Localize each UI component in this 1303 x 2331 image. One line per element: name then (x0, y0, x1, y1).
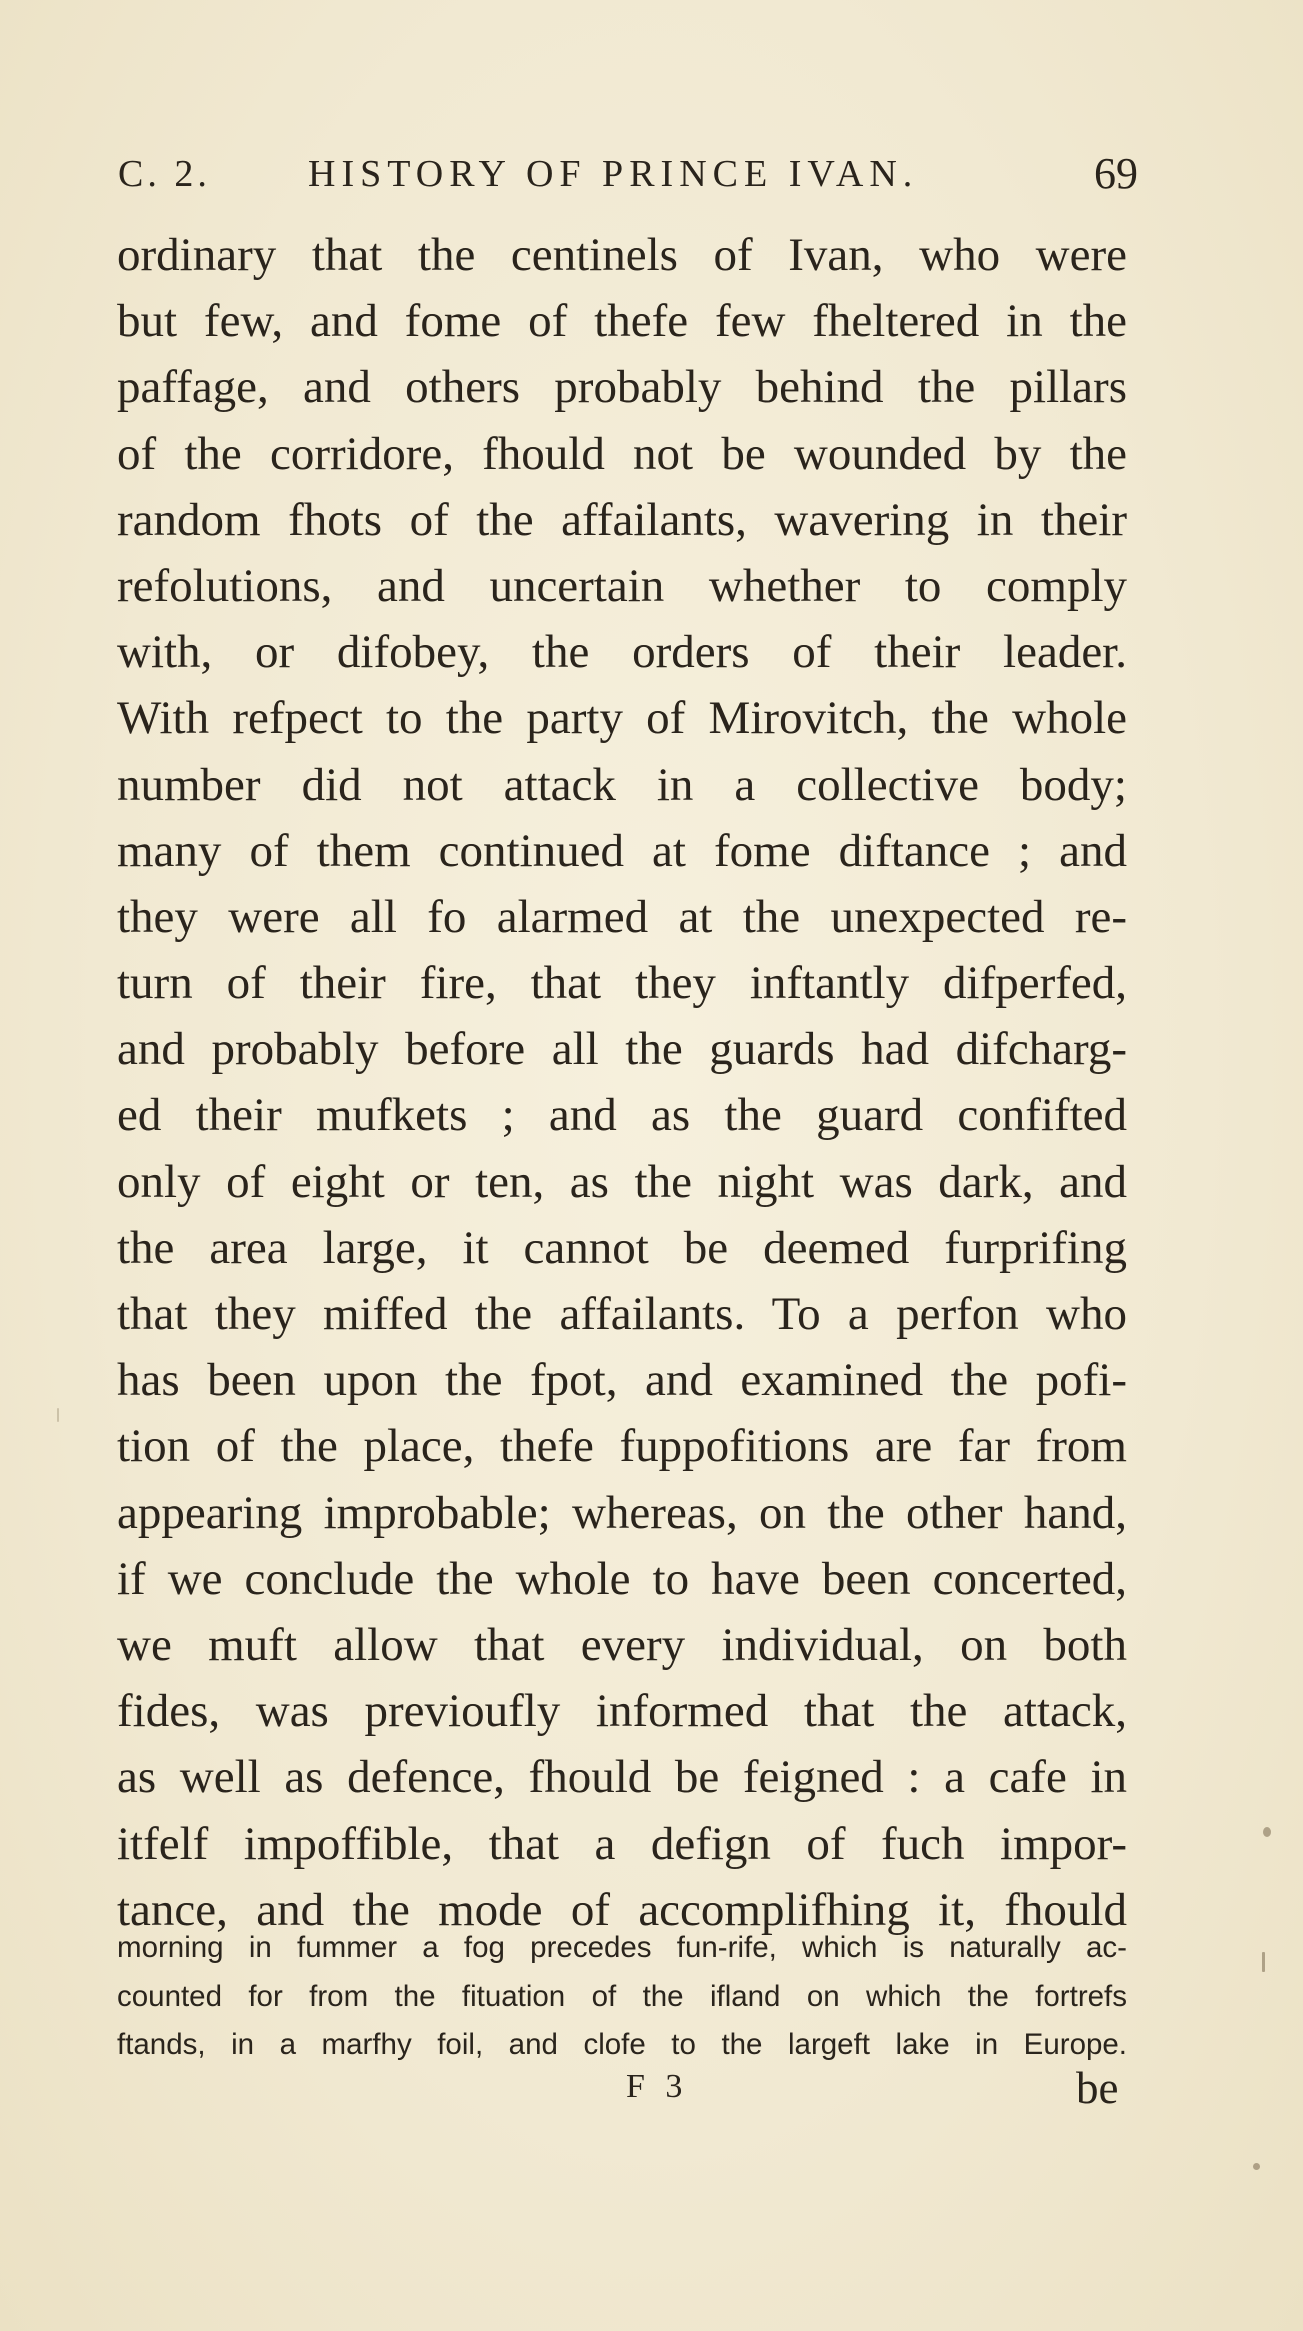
paper-speck (1262, 1952, 1265, 1972)
text-line: paffage, and others probably behind the pillars (117, 361, 1127, 414)
text-line: ordinary that the centinels of Ivan, who were (117, 229, 1127, 281)
text-line: only of eight or ten, as the night was dark, and (117, 1155, 1127, 1208)
text-line: with, or difobey, the orders of their leader. (117, 626, 1127, 679)
text-line: but few, and fome of thefe few fheltered in the (117, 295, 1127, 348)
text-line: they were all fo alarmed at the unexpected re- (117, 890, 1127, 943)
footnote-line: morning in fummer a fog precedes fun-rife, which is naturally ac- (117, 1931, 1127, 1964)
text-line: and probably before all the guards had difcharg- (117, 1023, 1127, 1076)
text-line: the area large, it cannot be deemed furprifing (117, 1221, 1127, 1274)
text-line: tance, and the mode of accomplifhing it, fhould (117, 1883, 1127, 1936)
text-line: we muft allow that every individual, on both (117, 1618, 1127, 1671)
text-line: refolutions, and uncertain whether to comply (117, 559, 1127, 612)
signature-mark: F 3 (626, 2068, 689, 2105)
text-line: as well as defence, fhould be feigned : a cafe in (117, 1751, 1127, 1804)
text-line: has been upon the fpot, and examined the pofi- (117, 1354, 1127, 1407)
text-line: if we conclude the whole to have been concerted, (117, 1552, 1127, 1605)
text-line: appearing improbable; whereas, on the other hand, (117, 1486, 1127, 1539)
text-line: itfelf impoffible, that a defign of fuch impor- (117, 1817, 1127, 1870)
text-line: ed their mufkets ; and as the guard confifted (117, 1089, 1127, 1142)
paper-speck (1263, 1827, 1271, 1837)
text-line: number did not attack in a collective body; (117, 758, 1127, 811)
running-head (118, 149, 1138, 208)
paper-speck (1253, 2163, 1260, 2170)
chapter-marker: C. 2. (118, 153, 211, 195)
text-line: turn of their fire, that they inftantly difperfed, (117, 957, 1127, 1010)
text-line: many of them continued at fome diftance ; and (117, 824, 1127, 877)
text-line: of the corridore, fhould not be wounded by the (117, 427, 1127, 480)
running-title: HISTORY OF PRINCE IVAN. (308, 153, 919, 195)
text-line: tion of the place, thefe fuppofitions are far from (117, 1420, 1127, 1473)
body-text (117, 222, 1127, 1943)
footnote (117, 1924, 1127, 2070)
catchword: be (1076, 2063, 1119, 2113)
text-line: With refpect to the party of Mirovitch, the whole (117, 692, 1127, 745)
page-number: 69 (1094, 149, 1138, 198)
text-line: that they miffed the affailants. To a perfon who (117, 1288, 1127, 1340)
footnote-line: ftands, in a marfhy foil, and clofe to the largeft lake in Europe. (117, 2028, 1127, 2061)
text-line: fides, was previoufly informed that the attack, (117, 1685, 1127, 1738)
paper-speck (57, 1408, 59, 1422)
footnote-line: counted for from the fituation of the ifland on which the fortrefs (117, 1979, 1127, 2013)
text-line: random fhots of the affailants, wavering in their (117, 493, 1127, 546)
